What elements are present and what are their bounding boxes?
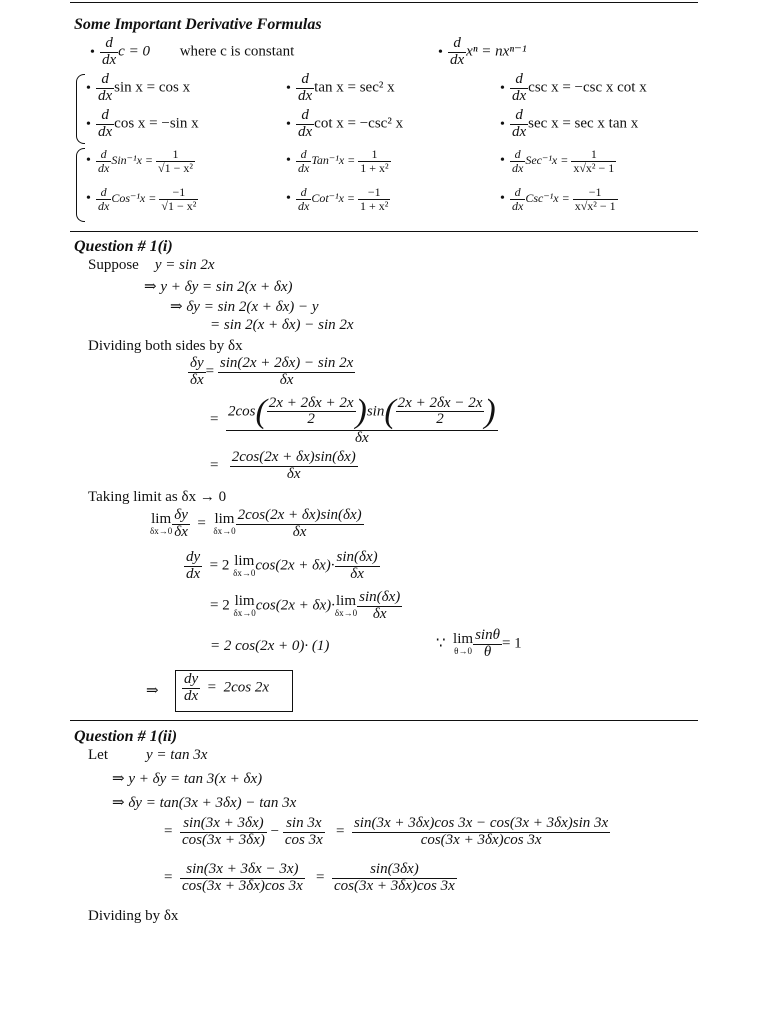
formula-acot: • $\frac{d}{dx}$ Cot⁻¹x = $\frac{-1}{\text{1 + x²}}$ [286,185,389,213]
q1i-frac-1: $\frac{\delta y}{\delta x}$ = $\frac{\sin(2x + 2\delta x) - \sin 2x}{\delta x}$ [190,355,354,388]
section-title: Some Important Derivative Formulas [74,16,322,33]
formula-atan: • $\frac{d}{dx}$ Tan⁻¹x = $\frac{1}{\text{1 + x²}}$ [286,147,389,175]
q1i-limit-1: lim δx→0 $\frac{\delta y}{\delta x}$ = lim δx→0 $\frac{2\cos(2x + \delta x)\sin(\delta x)}{\delta x}$ [150,507,362,540]
q1i-frac-2: = 2cos( $\frac{2x + 2\delta x + 2x}{2}$ )sin( $\frac{2x + 2\delta x - 2x}{2}$ ) δx [210,393,496,446]
top-rule [70,2,698,3]
q1i-answer: $\frac{dy}{dx}$ = 2cos 2x [184,671,270,704]
q1ii-frac-1: = $\frac{\sin(3x + 3\delta x)}{\cos(3x + 3\delta x)}$ − $\frac{\sin 3x}{\cos 3x}$ = $\frac{\sin(3x + 3\delta x)\cos 3x - \cos(3x + 3\delta x)\sin 3x}{\cos(3x + 3\delta x)\cos 3x}$ [164,815,609,848]
q1i-step-6: = 2 cos(2x + 0)· (1) [210,638,330,654]
q1i-step-3: ⇒ δy = sin 2(x + δx) − y [170,299,319,315]
q1i-title: Question # 1(i) [74,238,173,255]
q1i-step-2: ⇒ y + δy = sin 2(x + δx) [144,279,293,295]
formula-power: • $\frac{d}{dx}$ xⁿ = nxⁿ⁻¹ [438,35,527,68]
q1i-since-note: ∵ lim θ→0 $\frac{\sin\theta}{\theta}$ = 1 [436,627,522,660]
formula-asec: • $\frac{d}{dx}$ Sec⁻¹x = $\frac{1}{\text{x√x² − 1}}$ [500,147,615,175]
formula-asin: • $\frac{d}{dx}$ Sin⁻¹x = $\frac{1}{\text{√1 − x²}}$ [86,147,193,175]
q1i-dividing: Dividing both sides by δx [88,338,243,354]
q1ii-dividing: Dividing by δx [88,908,179,924]
divider-1 [70,231,698,232]
divider-2 [70,720,698,721]
q1i-limit-3: = 2 lim δx→0 cos(2x + δx)· lim δx→0 $\frac{\sin(\delta x)}{\delta x}$ [210,589,401,622]
q1i-limit-2: $\frac{dy}{dx}$ = 2 lim δx→0 cos(2x + δx)· $\frac{\sin(\delta x)}{\delta x}$ [186,549,378,582]
q1ii-step-3: ⇒ δy = tan(3x + 3δx) − tan 3x [112,795,297,811]
q1i-suppose: Suppose y = sin 2x [88,257,215,273]
formula-cos: • $\frac{d}{dx}$ cos x = −sin x [86,107,199,140]
q1ii-title: Question # 1(ii) [74,728,178,745]
formula-sec: • $\frac{d}{dx}$ sec x = sec x tan x [500,107,639,140]
q1i-implies: ⇒ [146,683,159,699]
q1ii-step-2: ⇒ y + δy = tan 3(x + δx) [112,771,263,787]
q1i-step-4: = sin 2(x + δx) − sin 2x [210,317,354,333]
formula-acos: • $\frac{d}{dx}$ Cos⁻¹x = $\frac{-1}{\text{√1 − x²}}$ [86,185,197,213]
q1ii-frac-2: = $\frac{\sin(3x + 3\delta x - 3x)}{\cos(3x + 3\delta x)\cos 3x}$ = $\frac{\sin(3\delta x)}{\cos(3x + 3\delta x)\cos 3x}$ [164,861,455,894]
formula-acsc: • $\frac{d}{dx}$ Csc⁻¹x = $\frac{-1}{\text{x√x² − 1}}$ [500,185,616,213]
q1i-taking-limit: Taking limit as δx → 0 [88,489,227,505]
trig-bracket [76,74,85,144]
formula-csc: • $\frac{d}{dx}$ csc x = −csc x cot x [500,71,647,104]
inverse-trig-bracket [76,148,85,222]
formula-tan: • $\frac{d}{dx}$ tan x = sec² x [286,71,395,104]
q1ii-let: Let y = tan 3x [88,747,208,763]
formula-sin: • $\frac{d}{dx}$ sin x = cos x [86,71,191,104]
q1i-frac-3: = $\frac{2\cos(2x + \delta x)\sin(\delta x)}{\delta x}$ [210,449,356,482]
formula-cot: • $\frac{d}{dx}$ cot x = −csc² x [286,107,404,140]
formula-constant: • $\frac{d}{dx}$ c = 0 where c is constant [90,35,295,68]
